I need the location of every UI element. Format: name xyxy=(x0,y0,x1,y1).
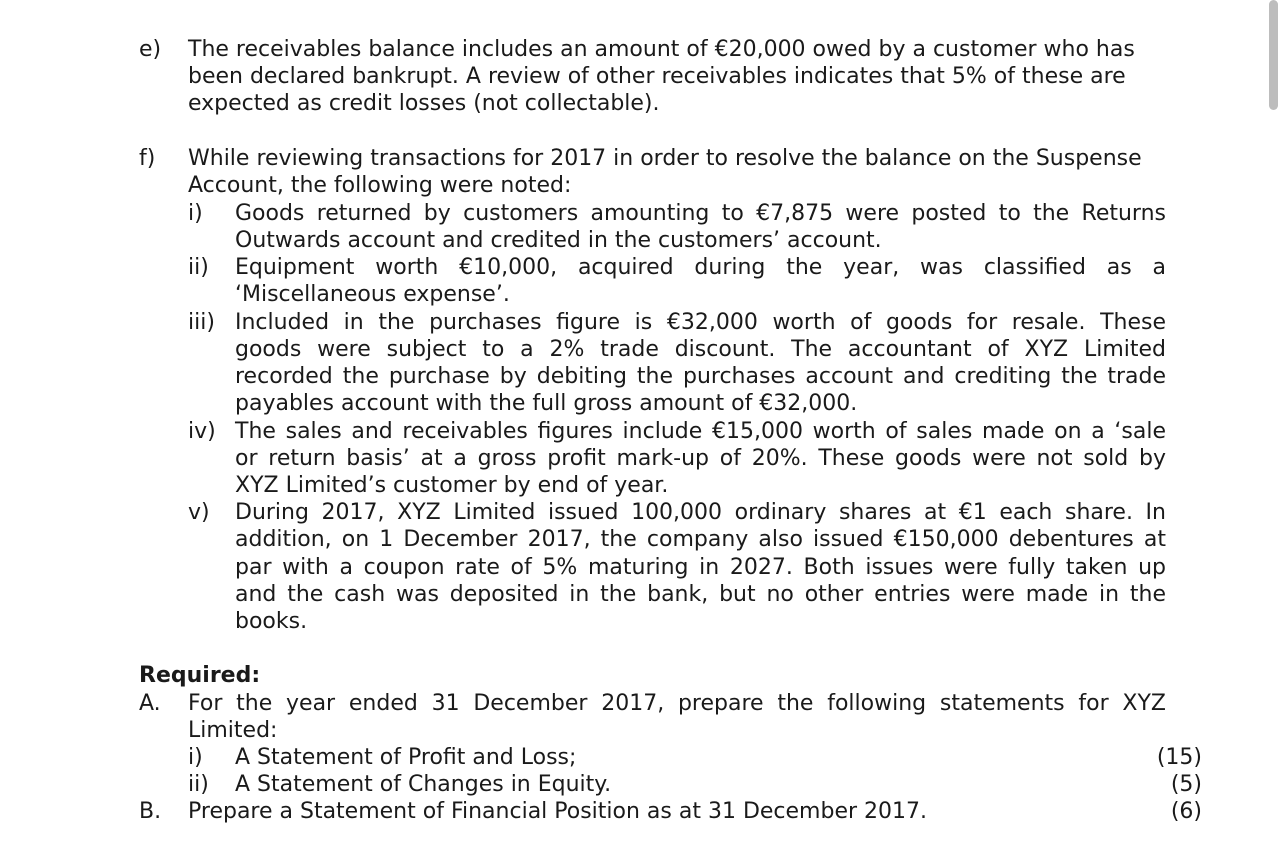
item-e-line-2: been declared bankrupt. A review of other receivables indicates that 5% of these are xyxy=(188,64,1126,89)
required-a-i-text: A Statement of Profit and Loss; xyxy=(235,745,577,770)
item-f-line-1: While reviewing transactions for 2017 in order to resolve the balance on the Suspense xyxy=(188,146,1142,171)
required-a-ii-marks: (5) xyxy=(1170,772,1202,797)
required-a-line-2: Limited: xyxy=(188,718,278,743)
required-a-i-marks: (15) xyxy=(1156,745,1202,770)
item-f-iii-line-4: payables account with the full gross amount of €32,000. xyxy=(235,391,858,416)
item-f-label: f) xyxy=(139,146,156,171)
item-f-v-line-1: During 2017, XYZ Limited issued 100,000 ordinary shares at €1 each share. In xyxy=(235,500,1166,525)
item-f-i-line-2: Outwards account and credited in the customers’ account. xyxy=(235,228,882,253)
item-f-i-label: i) xyxy=(188,201,203,226)
required-a-i-label: i) xyxy=(188,745,203,770)
item-f-iv-line-1: The sales and receivables figures include €15,000 worth of sales made on a ‘sale xyxy=(235,419,1166,444)
item-f-line-2: Account, the following were noted: xyxy=(188,173,572,198)
required-b-label: B. xyxy=(139,799,162,824)
item-f-v-label: v) xyxy=(188,500,210,525)
required-a-ii-label: ii) xyxy=(188,772,209,797)
required-b-text: Prepare a Statement of Financial Position as at 31 December 2017. xyxy=(188,799,928,824)
required-b-marks: (6) xyxy=(1170,799,1202,824)
item-f-i-line-1: Goods returned by customers amounting to €7,875 were posted to the Returns xyxy=(235,201,1166,226)
item-f-v-line-5: books. xyxy=(235,609,308,634)
item-f-iii-line-3: recorded the purchase by debiting the purchases account and crediting the trade xyxy=(235,364,1166,389)
item-f-iii-line-1: Included in the purchases figure is €32,000 worth of goods for resale. These xyxy=(235,310,1166,335)
item-f-iv-line-2: or return basis’ at a gross profit mark-up of 20%. These goods were not sold by xyxy=(235,446,1166,471)
item-f-iv-label: iv) xyxy=(188,419,216,444)
required-a-ii-text: A Statement of Changes in Equity. xyxy=(235,772,612,797)
required-heading: Required: xyxy=(139,663,261,688)
required-a-line-1: For the year ended 31 December 2017, prepare the following statements for XYZ xyxy=(188,691,1166,716)
required-a-label: A. xyxy=(139,691,161,716)
item-f-v-line-2: addition, on 1 December 2017, the company also issued €150,000 debentures at xyxy=(235,527,1166,552)
item-f-iii-line-2: goods were subject to a 2% trade discount. The accountant of XYZ Limited xyxy=(235,337,1166,362)
item-e-line-3: expected as credit losses (not collectable). xyxy=(188,91,660,116)
item-f-ii-label: ii) xyxy=(188,255,209,280)
item-f-ii-line-2: ‘Miscellaneous expense’. xyxy=(235,282,510,307)
item-e-line-1: The receivables balance includes an amount of €20,000 owed by a customer who has xyxy=(188,37,1135,62)
vertical-scrollbar[interactable] xyxy=(1269,0,1278,110)
item-f-v-line-4: and the cash was deposited in the bank, but no other entries were made in the xyxy=(235,582,1166,607)
item-e-label: e) xyxy=(139,37,162,62)
item-f-iii-label: iii) xyxy=(188,310,215,335)
item-f-v-line-3: par with a coupon rate of 5% maturing in 2027. Both issues were fully taken up xyxy=(235,555,1166,580)
item-f-iv-line-3: XYZ Limited’s customer by end of year. xyxy=(235,473,669,498)
item-f-ii-line-1: Equipment worth €10,000, acquired during the year, was classified as a xyxy=(235,255,1166,280)
